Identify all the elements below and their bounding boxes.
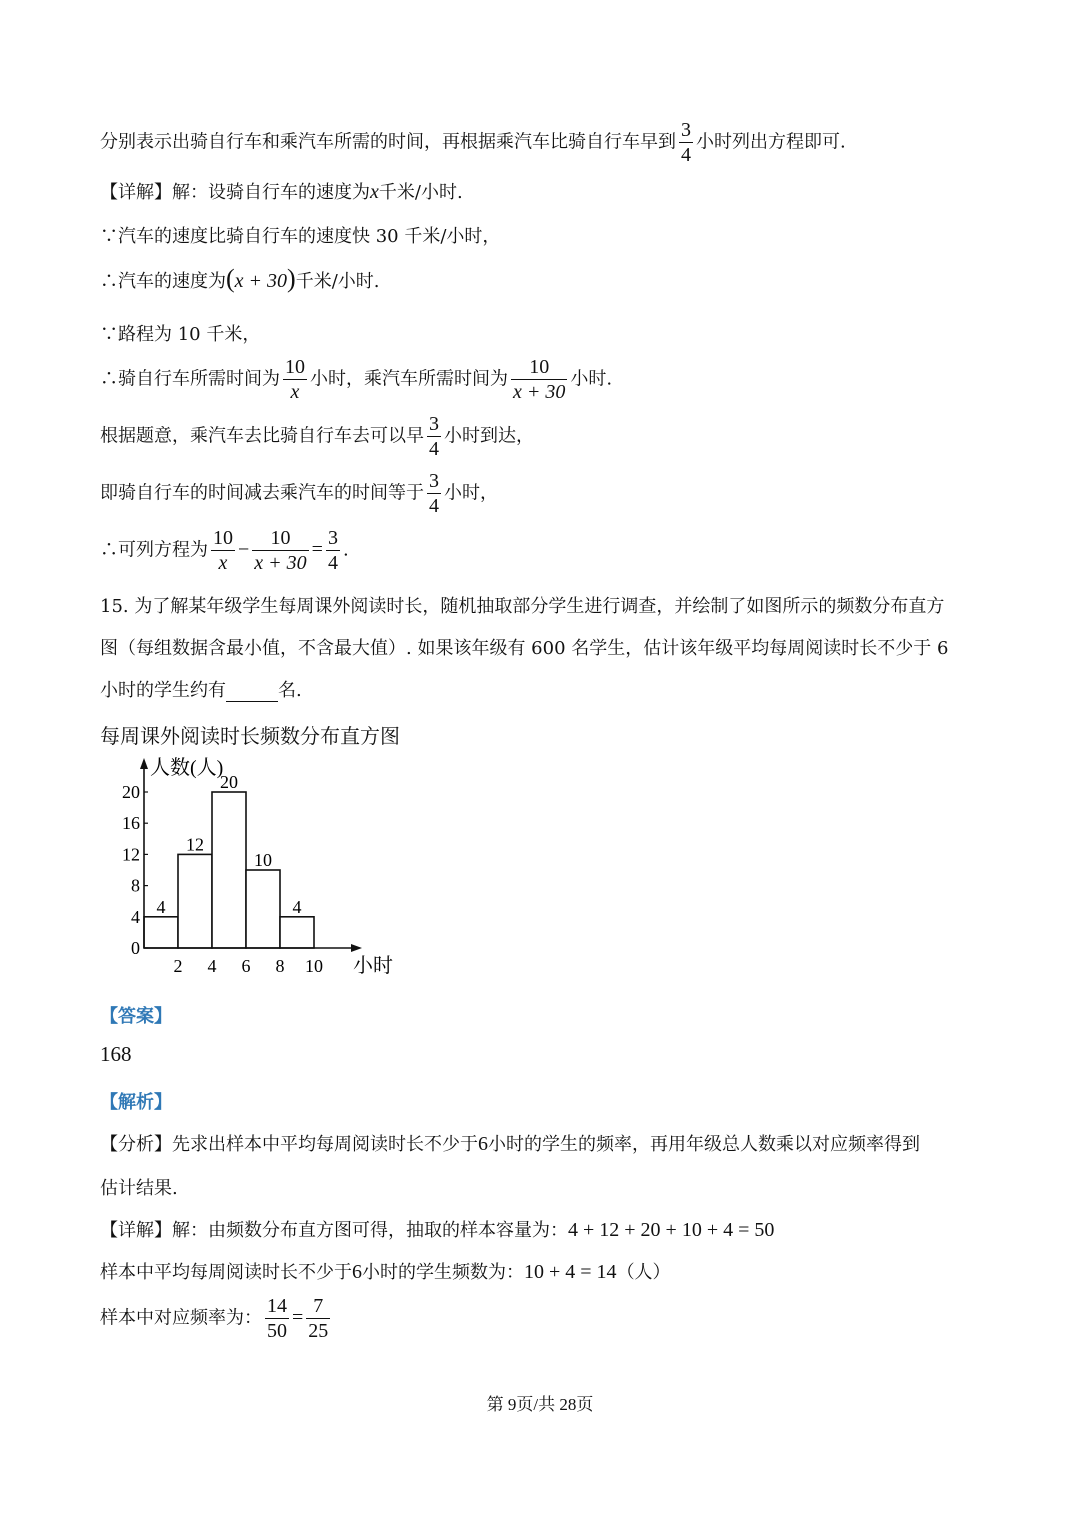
x-tick-label: 2 [173, 956, 183, 976]
answer-value: 168 [100, 1042, 132, 1066]
question-line: 15. 为了解某年级学生每周课外阅读时长，随机抽取部分学生进行调查，并绘制了如图所示的频数分布直方 [100, 596, 945, 617]
histogram-bar [280, 917, 314, 948]
text-line: ∴骑自行车所需时间为 $\frac{10}{x}$ 小时，乘汽车所需时间为 $\frac{10}{x + 30}$ 小时. [100, 356, 613, 403]
question-line: 小时的学生约有 名. [100, 680, 302, 701]
fraction-three-quarters: $\frac{3}{4}$ [681, 119, 691, 166]
text-line: 【详解】解：设骑自行车的速度为x千米/小时. [100, 181, 463, 203]
y-tick-label: 16 [122, 813, 140, 834]
histogram-bar [178, 854, 212, 948]
histogram-bar [246, 870, 280, 948]
y-tick-label: 20 [122, 782, 140, 802]
text-line: 样本中平均每周阅读时长不少于6小时的学生频数为：10 + 4 = 14（人） [100, 1261, 671, 1283]
chart-title: 每周课外阅读时长频数分布直方图 [100, 724, 400, 748]
question-line: 图（每组数据含最小值，不含最大值）. 如果该年级有 600 名学生，估计该年级平均每周阅读时长不少于 6 [100, 638, 949, 659]
bar-data-label: 10 [254, 850, 272, 870]
answer-blank [226, 683, 278, 702]
text-line: ∵路程为 10 千米， [100, 324, 261, 345]
histogram-bar [212, 792, 246, 948]
bar-data-label: 4 [292, 896, 302, 917]
y-tick-label: 12 [122, 844, 140, 865]
fraction-10-over-x: $\frac{10}{x}$ [285, 356, 305, 403]
histogram-bar [144, 917, 178, 948]
text: 分别表示出骑自行车和乘汽车所需的时间，再根据乘汽车比骑自行车早到 [100, 131, 676, 153]
y-tick-label: 8 [131, 875, 140, 896]
answer-tag: 【答案】 [100, 1006, 172, 1027]
histogram-chart [100, 748, 420, 988]
y-tick-label: 4 [131, 906, 140, 927]
fraction-10-over-x30: $\frac{10}{x + 30}$ [513, 356, 566, 403]
x-tick-label: 8 [275, 956, 285, 976]
text-line: 【详解】解：由频数分布直方图可得，抽取的样本容量为：4 + 12 + 20 + 10 + 4 = 50 [100, 1219, 775, 1241]
bar-data-label: 4 [156, 896, 166, 917]
x-axis-arrow [351, 944, 362, 952]
y-tick-label: 0 [131, 938, 140, 958]
equation-line: ∴可列方程为 $\frac{10}{x}$ − $\frac{10}{x + 30}$ = $\frac{3}{4}$ . [100, 527, 349, 574]
text-line: 分别表示出骑自行车和乘汽车所需的时间，再根据乘汽车比骑自行车早到 $\frac{3}{4}$ 小时列出方程即可. [100, 119, 846, 166]
y-axis-arrow [140, 758, 148, 769]
bar-data-label: 20 [220, 772, 238, 792]
x-tick-label: 6 [241, 956, 251, 976]
x-tick-label: 10 [305, 956, 323, 976]
x-axis-label: 小时 [353, 955, 393, 977]
analysis-tag: 【解析】 [100, 1092, 172, 1113]
fraction-three-quarters: $\frac{3}{4}$ [429, 413, 439, 460]
text-line: 根据题意，乘汽车去比骑自行车去可以早 $\frac{3}{4}$ 小时到达， [100, 413, 534, 460]
text-line: 【分析】先求出样本中平均每周阅读时长不少于6小时的学生的频率，再用年级总人数乘以对应频率得到 [100, 1133, 920, 1155]
x-tick-label: 4 [207, 956, 217, 976]
text-line: 即骑自行车的时间减去乘汽车的时间等于 $\frac{3}{4}$ 小时， [100, 470, 498, 517]
text-line: ∴汽车的速度为(x + 30)千米/小时. [100, 264, 380, 293]
text-line: ∵汽车的速度比骑自行车的速度快 30 千米/小时， [100, 226, 501, 247]
text-line: 估计结果. [100, 1178, 178, 1199]
y-axis-label: 人数(人) [150, 757, 224, 779]
fraction-three-quarters: $\frac{3}{4}$ [429, 470, 439, 517]
bar-data-label: 12 [186, 834, 204, 855]
page-footer: 第 9页/共 28页 [486, 1395, 594, 1414]
text-line: 样本中对应频率为： $\frac{14}{50}$ = $\frac{7}{25}$ [100, 1295, 329, 1342]
